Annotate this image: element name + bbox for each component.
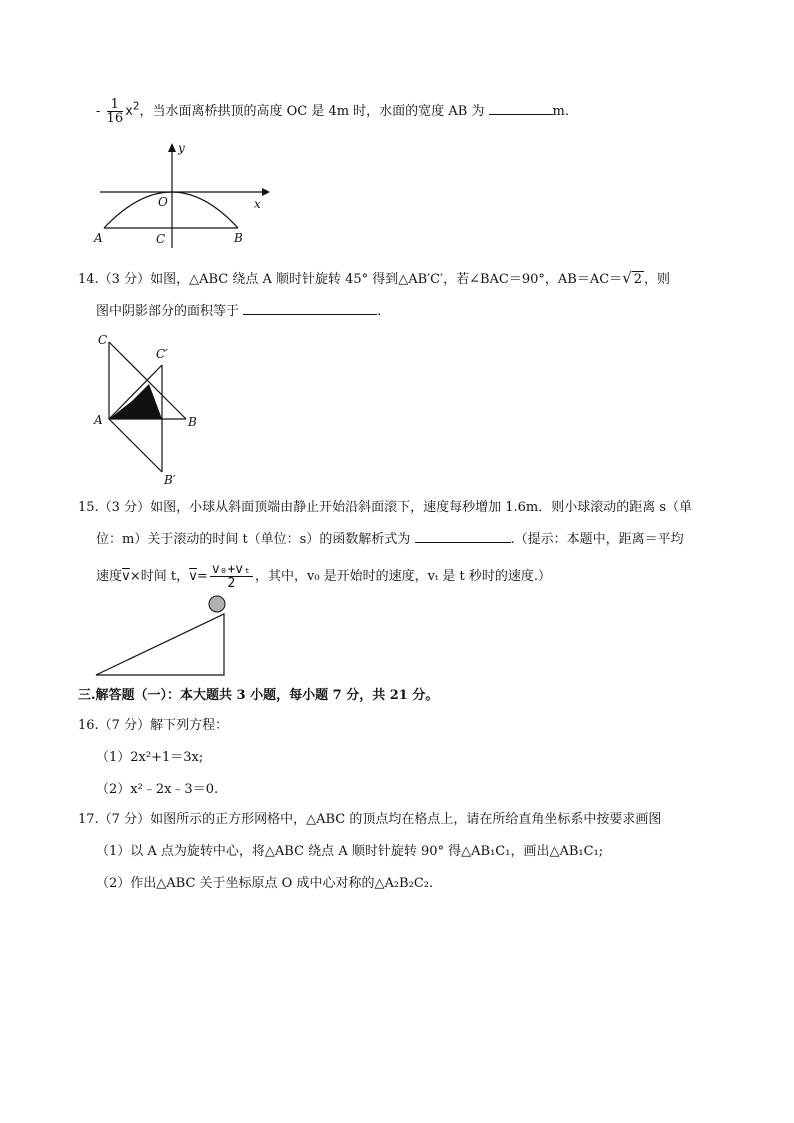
q15-eq: = [196, 569, 208, 584]
q14-text-a: 14.（3 分）如图，△ABC 绕点 A 顺时针旋转 45° 得到△AB′C′，若∠BAC＝90°，AB＝AC＝ [78, 272, 623, 287]
q13-frac-num: 1 [107, 98, 124, 112]
q15-answer-blank[interactable] [415, 530, 511, 543]
label-b: B [234, 231, 243, 245]
q14-text-b: ，则 [644, 272, 671, 287]
figure-14-triangles [90, 328, 210, 488]
q15-frac-num: v₀+vₜ [211, 562, 251, 577]
label-x: x [254, 197, 261, 211]
label-c: C [156, 232, 166, 246]
q16-part-1: （1）2x²+1＝3x; [96, 750, 204, 765]
q13-pow: 2 [132, 99, 140, 113]
slope-triangle [96, 614, 224, 675]
label-o: O [158, 195, 168, 209]
y-axis-arrow-icon [168, 143, 176, 152]
shaded-region [109, 384, 162, 419]
section-3-heading: 三.解答题（一）：本大题共 3 小题，每小题 7 分，共 21 分。 [78, 688, 439, 703]
parabola-arc [104, 192, 238, 228]
q15-line-2 [96, 530, 684, 548]
figure-13-parabola [90, 140, 280, 250]
q13-answer-blank[interactable] [489, 102, 553, 115]
label-a: A [94, 413, 103, 427]
q15-text-b: .（提示：本题中，距离＝平均 [510, 532, 684, 547]
q13-fraction [107, 98, 124, 125]
q15-line-3 [96, 563, 551, 590]
q14-line-2 [96, 302, 381, 320]
q15-fraction [210, 563, 253, 590]
q13-line [96, 98, 569, 125]
q14-answer-blank[interactable] [243, 302, 377, 315]
q13-var: x [125, 104, 133, 119]
q14-text-c: 图中阴影部分的面积等于 [96, 304, 240, 319]
q15-text-a: 位：m）关于滚动的时间 t（单位：s）的函数解析式为 [96, 532, 411, 547]
q14-root: 2 [633, 272, 643, 287]
x-axis-arrow-icon [262, 188, 270, 196]
label-b-prime: B′ [164, 473, 176, 487]
q17-part-2: （2）作出△ABC 关于坐标原点 O 成中心对称的△A₂B₂C₂. [96, 876, 434, 891]
q16-part-2: （2）x²﹣2x﹣3＝0. [96, 782, 219, 797]
figure-15-slope [90, 592, 240, 678]
label-c-prime: C′ [156, 347, 168, 361]
q13-frac-den: 16 [106, 111, 124, 126]
label-y: y [178, 141, 185, 155]
q15-text-e: ，其中，v₀ 是开始时的速度，vₜ 是 t 秒时的速度.） [254, 569, 551, 584]
q15-frac-den: 2 [227, 576, 236, 591]
label-a: A [94, 231, 103, 245]
label-c: C [98, 333, 108, 347]
q15-text-c: 速度 [96, 569, 123, 584]
q17-part-1: （1）以 A 点为旋转中心，将△ABC 绕点 A 顺时针旋转 90° 得△AB₁C₁，画出△AB₁C₁; [96, 844, 604, 859]
side-ab-prime [109, 419, 162, 472]
q15-line-1: 15.（3 分）如图，小球从斜面顶端由静止开始沿斜面滚下，速度每秒增加 1.6m．则小球滚动的距离 s（单 [78, 500, 693, 515]
q15-vbar: $\overline{v}$ [122, 569, 130, 584]
ball-icon [209, 596, 225, 612]
label-b: B [188, 415, 197, 429]
q13-neg: - [96, 104, 101, 119]
q16-title: 16.（7 分）解下列方程： [78, 718, 229, 733]
q13-text: ，当水面离桥拱顶的高度 OC 是 4m 时，水面的宽度 AB 为 [139, 104, 485, 119]
q15-vbar-2: $\overline{v}$ [189, 569, 197, 584]
q17-title: 17.（7 分）如图所示的正方形网格中，△ABC 的顶点均在格点上，请在所给直角坐标系中按要求画图 [78, 812, 662, 827]
q13-unit: m. [552, 104, 570, 119]
q14-line-1: 14.（3 分）如图，△ABC 绕点 A 顺时针旋转 45° 得到△AB′C′，若∠BAC＝90°，AB＝AC＝√ 2 ，则 [78, 269, 671, 287]
q15-text-d: ×时间 t， [129, 569, 190, 584]
q14-end: . [377, 304, 382, 319]
